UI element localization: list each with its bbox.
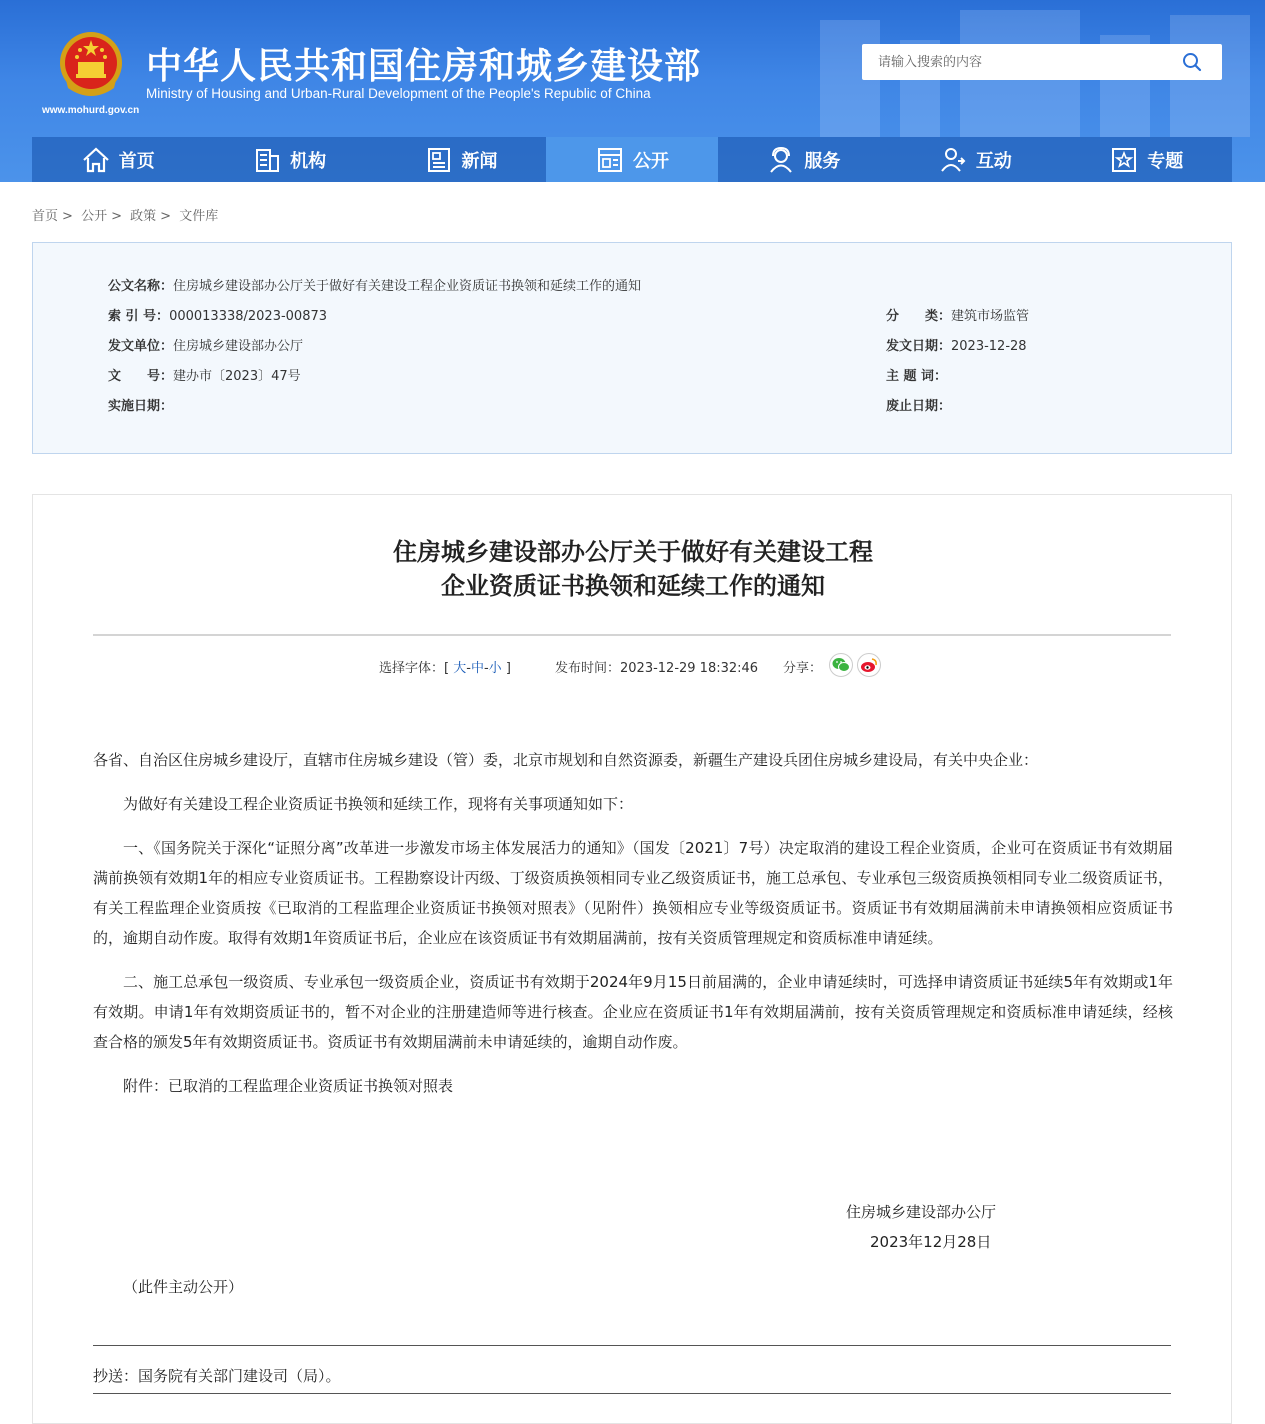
site-header <box>0 0 1265 182</box>
nav-label: 新闻 <box>461 150 498 172</box>
meta-issuer: 发文单位：住房城乡建设部办公厅 <box>108 339 304 354</box>
nav-label: 机构 <box>290 150 327 172</box>
main-nav <box>32 137 1232 182</box>
nav-label: 专题 <box>1147 150 1184 172</box>
meta-category: 分 类：建筑市场监管 <box>886 309 1030 324</box>
site-url: www.mohurd.gov.cn <box>42 105 140 116</box>
site-title: 中华人民共和国住房和城乡建设部 <box>146 46 702 87</box>
breadcrumb-policy[interactable]: 政策 <box>130 209 157 224</box>
disclosure-note: （此件主动公开） <box>123 1278 244 1296</box>
cc-divider-bottom <box>93 1393 1171 1394</box>
interaction-icon <box>938 145 968 175</box>
intro-paragraph: 为做好有关建设工程企业资质证书换领和延续工作，现将有关事项通知如下： <box>123 795 634 813</box>
meta-date: 发文日期：2023-12-28 <box>886 339 1027 354</box>
breadcrumb <box>32 205 222 224</box>
wechat-share-icon[interactable] <box>829 653 853 677</box>
article <box>32 494 1232 1424</box>
breadcrumb-separator: > <box>111 209 122 224</box>
font-select-label: 选择字体：[ <box>379 661 450 676</box>
breadcrumb-separator: > <box>160 209 172 224</box>
national-emblem-icon <box>58 30 124 100</box>
font-separator: - <box>466 661 471 676</box>
document-icon <box>595 145 625 175</box>
sign-date: 2023年12月28日 <box>870 1233 992 1251</box>
font-small-link[interactable]: 小 <box>488 661 502 676</box>
meta-expiry: 废止日期： <box>886 399 952 414</box>
nav-item-interaction[interactable] <box>889 137 1060 182</box>
weibo-share-icon[interactable] <box>857 653 881 677</box>
search-icon[interactable] <box>1182 52 1202 72</box>
title-divider <box>93 634 1171 636</box>
breadcrumb-home[interactable]: 首页 <box>32 209 59 224</box>
document-meta-box <box>32 242 1232 454</box>
meta-docno: 文 号：建办市〔2023〕47号 <box>108 369 301 384</box>
meta-name: 公文名称：住房城乡建设部办公厅关于做好有关建设工程企业资质证书换领和延续工作的通知 <box>108 279 642 294</box>
nav-item-public[interactable] <box>546 137 717 182</box>
font-size-selector <box>379 657 511 676</box>
nav-item-service[interactable] <box>718 137 889 182</box>
search-input[interactable] <box>862 44 1172 80</box>
nav-item-topic[interactable] <box>1061 137 1232 182</box>
signer: 住房城乡建设部办公厅 <box>846 1203 997 1221</box>
nav-label: 服务 <box>804 150 841 172</box>
cc-line: 抄送：国务院有关部门建设司（局）。 <box>93 1367 341 1385</box>
font-medium-link[interactable]: 中 <box>470 661 484 676</box>
building-icon <box>252 145 282 175</box>
home-icon <box>81 145 111 175</box>
font-separator: - <box>483 661 489 676</box>
nav-item-organization[interactable] <box>203 137 374 182</box>
nav-item-news[interactable] <box>375 137 546 182</box>
meta-index: 索 引 号：000013338/2023-00873 <box>108 309 328 324</box>
breadcrumb-library[interactable]: 文件库 <box>179 209 219 224</box>
nav-label: 互动 <box>975 150 1012 172</box>
nav-label: 公开 <box>632 150 669 172</box>
topic-icon <box>1109 145 1139 175</box>
attachment-line[interactable]: 附件：已取消的工程监理企业资质证书换领对照表 <box>123 1077 454 1095</box>
share-label: 分享： <box>783 661 823 676</box>
paragraph-1: 一、《国务院关于深化“证照分离”改革进一步激发市场主体发展活力的通知》（国发〔2021〕7号）决定取消的建设工程企业资质，企业可在资质证书有效期届满前换领有效期1年的相应专业资质证书。工程勘察设计丙级、丁级资质换领相同专业乙级资质证书，施工总承包、专业承包三级资质换领相同专业二级资质证书，有关工程监理企业资质按《已取消的工程监理企业资质证书换领对照表》（见附件）换领相应专业等级资质证书。资质证书有效期届满前未申请换领相应资质证书的，逾期自动作废。取得有效期1年资质证书后，企业应在该资质证书有效期届满前，按有关资质管理规定和资质标准申请延续。 <box>93 839 1173 947</box>
addressee: 各省、自治区住房城乡建设厅，直辖市住房城乡建设（管）委，北京市规划和自然资源委，新疆生产建设兵团住房城乡建设局，有关中央企业： <box>93 751 1039 769</box>
site-subtitle: Ministry of Housing and Urban-Rural Development of the People's Republic of China <box>146 86 651 101</box>
publish-time: 发布时间：2023-12-29 18:32:46 <box>555 661 759 676</box>
article-title <box>33 535 1233 603</box>
search-box <box>862 44 1222 80</box>
cc-divider-top <box>93 1345 1171 1346</box>
breadcrumb-public[interactable]: 公开 <box>81 209 108 224</box>
nav-item-home[interactable] <box>32 137 203 182</box>
article-title-line: 企业资质证书换领和延续工作的通知 <box>441 572 825 600</box>
breadcrumb-separator: > <box>62 209 73 224</box>
article-body <box>93 745 1173 1115</box>
font-select-end: ] <box>505 661 511 676</box>
meta-keywords: 主 题 词： <box>886 369 948 384</box>
article-title-line: 住房城乡建设部办公厅关于做好有关建设工程 <box>393 538 873 566</box>
news-icon <box>424 145 454 175</box>
service-icon <box>766 145 796 175</box>
font-large-link[interactable]: 大 <box>453 661 467 676</box>
nav-label: 首页 <box>118 150 155 172</box>
paragraph-2: 二、施工总承包一级资质、专业承包一级资质企业，资质证书有效期于2024年9月15日前届满的，企业申请延续时，可选择申请资质证书延续5年有效期或1年有效期。申请1年有效期资质证书的，暂不对企业的注册建造师等进行核查。企业应在资质证书1年有效期届满前，按有关资质管理规定和资质标准申请延续，经核查合格的颁发5年有效期资质证书。资质证书有效期届满前未申请延续的，逾期自动作废。 <box>93 973 1173 1051</box>
meta-effective: 实施日期： <box>108 399 174 414</box>
